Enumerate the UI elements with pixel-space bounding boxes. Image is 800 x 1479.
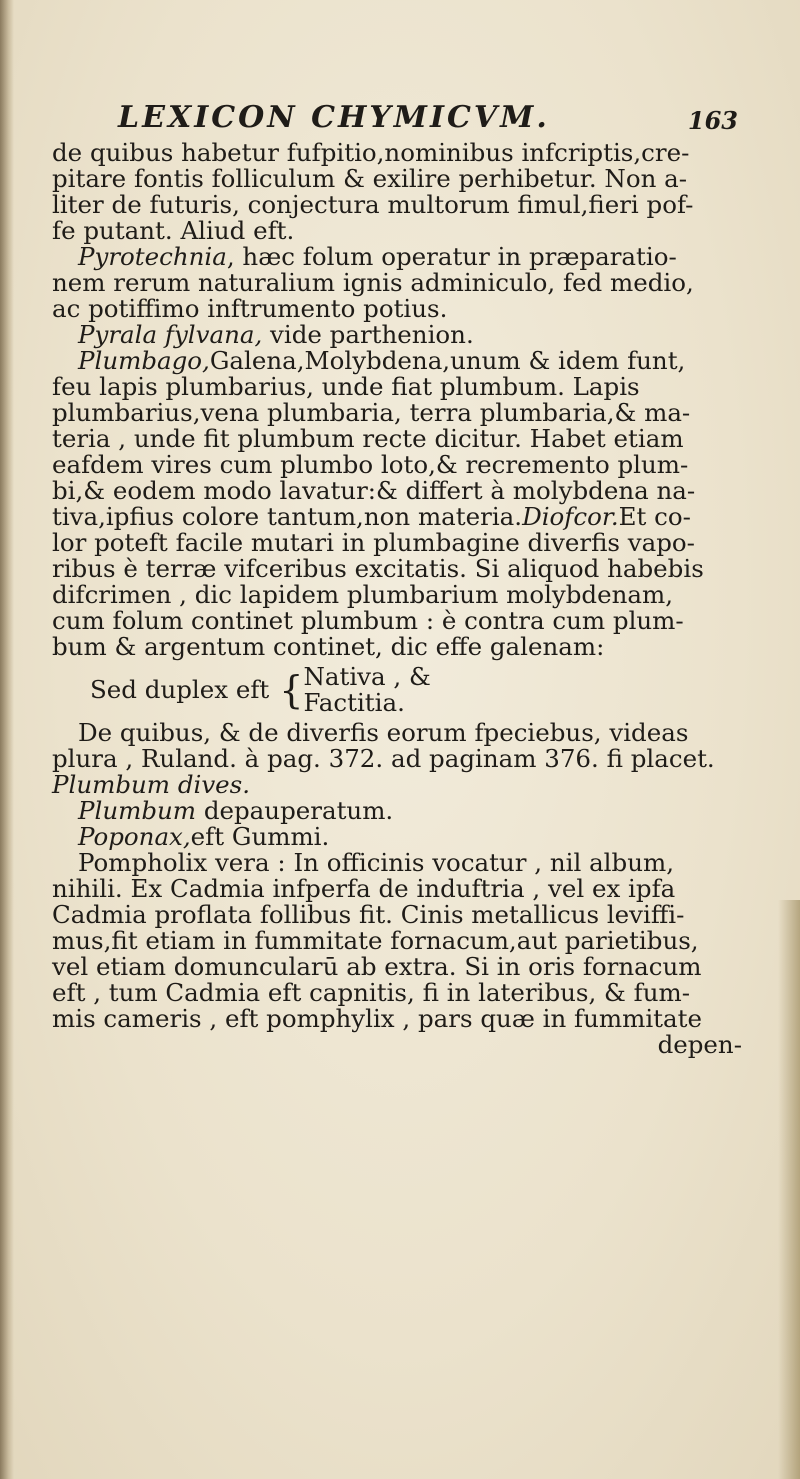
text-line: mis cameris , eft pomphylix , pars quæ in fummitate: [52, 1004, 702, 1033]
split-option: Nativa , &: [303, 662, 431, 691]
text-line: ribus è terræ vifceribus excitatis. Si aliquod habebis: [52, 554, 704, 583]
text-line: bum & argentum continet, dic effe galenam:: [52, 632, 605, 661]
split-options: [303, 664, 430, 716]
text-line: mus,fit etiam in fummitate fornacum,aut parietibus,: [52, 926, 699, 955]
entry-text: Galena,Molybdena,unum & idem funt,: [209, 346, 686, 375]
page-number: 163: [687, 106, 738, 135]
citation: Diofcor.: [522, 502, 619, 531]
entry-line: [52, 322, 772, 348]
text-line: pitare fontis folliculum & exilire perhibetur. Non a-: [52, 164, 688, 193]
page-stain: [778, 900, 800, 1479]
entry-text: eft Gummi.: [190, 822, 330, 851]
entry-text: , hæc folum operatur in præparatio-: [226, 242, 677, 271]
text-line: vel etiam domuncularū ab extra. Si in oris fornacum: [52, 952, 702, 981]
entry-line: [52, 348, 772, 374]
text-line: de quibus habetur fufpitio,nominibus infcriptis,cre-: [52, 138, 690, 167]
brace-split: [52, 660, 772, 720]
text-segment: tiva,ipfius colore tantum,non materia.: [52, 502, 523, 531]
running-header: [118, 100, 738, 140]
entry-text: depauperatum.: [196, 796, 394, 825]
split-lead: Sed duplex eft: [90, 675, 270, 704]
entry-line: [52, 824, 772, 850]
entry-term: Plumbago,: [78, 346, 210, 375]
text-line: feu lapis plumbarius, unde fiat plumbum. Lapis: [52, 372, 640, 401]
catchword: depen-: [657, 1030, 742, 1059]
text-line: plumbarius,vena plumbaria, terra plumbaria,& ma-: [52, 398, 691, 427]
text-line: lor poteft facile mutari in plumbagine diverfis vapo-: [52, 528, 695, 557]
text-line: Pompholix vera : In officinis vocatur , nil album,: [78, 848, 675, 877]
entry-line: [52, 244, 772, 270]
brace-glyph: {: [279, 668, 304, 712]
text-segment: Et co-: [618, 502, 691, 531]
entry-line: [52, 798, 772, 824]
text-line: nem rerum naturalium ignis adminiculo, fed medio,: [52, 268, 694, 297]
text-line: cum folum continet plumbum : è contra cum plum-: [52, 606, 684, 635]
text-line: fe putant. Aliud eft.: [52, 216, 295, 245]
entry-term: Pyrotechnia: [78, 242, 227, 271]
text-line: plura , Ruland. à pag. 372. ad paginam 376. fi placet.: [52, 744, 715, 773]
text-line: bi,& eodem modo lavatur:& differt à molybdena na-: [52, 476, 696, 505]
body-text: [52, 140, 772, 1058]
text-line: ac potiffimo inftrumento potius.: [52, 294, 448, 323]
text-line: difcrimen , dic lapidem plumbarium molybdenam,: [52, 580, 674, 609]
text-line: teria , unde fit plumbum recte dicitur. Habet etiam: [52, 424, 684, 453]
header-title: LEXICON CHYMICVM.: [118, 100, 550, 135]
text-line: Plumbum dives.: [52, 770, 251, 799]
text-line: Cadmia proflata follibus fit. Cinis metallicus leviffi-: [52, 900, 685, 929]
text-line: De quibus, & de diverfis eorum fpeciebus, videas: [78, 718, 689, 747]
text-line: liter de futuris, conjectura multorum fimul,fieri pof-: [52, 190, 694, 219]
text-line: nihili. Ex Cadmia infperfa de induftria , vel ex ipfa: [52, 874, 676, 903]
entry-term: Pyrala fylvana,: [78, 320, 263, 349]
entry-term: Plumbum: [78, 796, 197, 825]
page-binding-edge: [0, 0, 14, 1479]
entry-text: vide parthenion.: [262, 320, 474, 349]
text-line: eft , tum Cadmia eft capnitis, fi in lateribus, & fum-: [52, 978, 691, 1007]
text-line: eafdem vires cum plumbo loto,& recremento plum-: [52, 450, 689, 479]
entry-term: Poponax,: [78, 822, 191, 851]
text-line: [52, 504, 772, 530]
split-option: Factitia.: [303, 688, 405, 717]
